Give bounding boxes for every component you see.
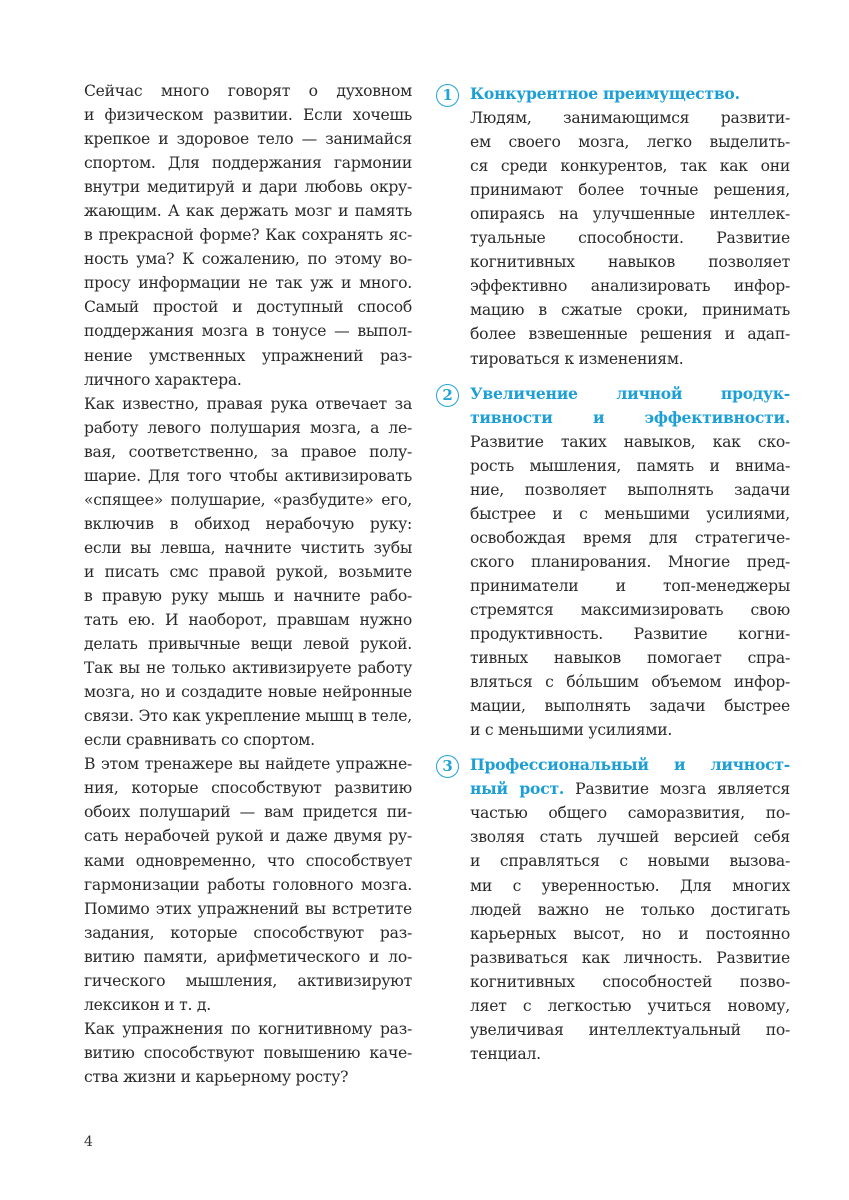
text-line: ность ума? К сожалению, по этому во- (84, 250, 412, 269)
text-line: вая, соответственно, за правое полу- (84, 442, 412, 461)
section-text: ми с уверенностью. Для многих (470, 876, 790, 895)
text-line (470, 646, 790, 670)
section-text: туальные способности. Развитие (470, 229, 790, 248)
page-number: 4 (84, 1134, 93, 1150)
section-text: освобождая время для стратегиче- (470, 528, 790, 547)
section-text: стремятся максимизировать свою (470, 600, 790, 619)
text-line (470, 1018, 790, 1042)
section-text: эффективно анализировать инфор- (470, 277, 790, 296)
text-line (470, 849, 790, 873)
text-line: в правую руку мышь и начните рабо- (84, 586, 412, 605)
section-text: людей важно не только достигать (470, 900, 790, 919)
section-text: опираясь на улучшенные интеллек- (470, 205, 790, 224)
section-text: принимают более точные решения, (470, 181, 790, 200)
text-line: в прекрасной форме? Как сохранять яс- (84, 226, 412, 245)
section-text: тироваться к изменениям. (470, 349, 684, 368)
text-line (470, 825, 790, 849)
text-line (470, 994, 790, 1018)
text-line (470, 502, 790, 526)
text-line (470, 406, 790, 430)
section-text: частью общего саморазвития, по- (470, 804, 790, 823)
text-line (470, 322, 790, 346)
section-text: ем своего мозга, легко выделить- (470, 133, 790, 152)
section-text: зволяя стать лучшей версией себя (470, 828, 790, 847)
text-line (470, 106, 790, 130)
section-text: ского планирования. Многие пред- (470, 552, 790, 571)
text-line (470, 550, 790, 574)
text-line (470, 382, 790, 406)
text-line (470, 801, 790, 825)
text-line (470, 922, 790, 946)
text-line: витию способствуют повышению каче- (84, 1043, 412, 1062)
section-text: Развитие мозга является (564, 780, 790, 799)
text-line (470, 130, 790, 154)
paragraph (84, 1017, 412, 1089)
section-text: мации, выполнять задачи быстрее (470, 697, 790, 716)
text-line: Помимо этих упражнений вы встретите (84, 899, 412, 918)
text-line: «спящее» полушарие, «разбудите» его, (84, 490, 412, 509)
text-line: Как известно, правая рука отвечает за (84, 394, 412, 413)
section-text: и с меньшими усилиями. (470, 721, 673, 740)
text-line: просу информации не так уж и много. (84, 274, 412, 293)
text-line: шарие. Для того чтобы активизировать (84, 466, 412, 485)
text-line: и писать смс правой рукой, возьмите (84, 562, 412, 581)
text-line (470, 226, 790, 250)
text-line: тать ею. И наоборот, правшам нужно (84, 611, 412, 630)
text-line (470, 574, 790, 598)
section-heading: Увеличение личной продук- (470, 383, 790, 403)
text-line (470, 622, 790, 646)
text-line: витию памяти, арифметического и ло- (84, 947, 412, 966)
section-text: и справляться с новыми вызова- (470, 852, 790, 871)
section-heading: ный рост. (470, 779, 565, 799)
section-text: ляет с легкостью учиться новому, (470, 996, 790, 1015)
text-line (470, 670, 790, 694)
section-text: Людям, занимающимся развити- (470, 109, 790, 128)
text-line (470, 777, 790, 801)
text-line (470, 874, 790, 898)
text-line (470, 753, 790, 777)
numbered-section (442, 382, 790, 743)
text-line: крепкое и здоровое тело — занимайся (84, 130, 412, 149)
text-line (470, 154, 790, 178)
text-line: сать нерабочей рукой и даже двумя ру- (84, 827, 412, 846)
section-text: увеличивая интеллектуальный по- (470, 1020, 790, 1039)
text-line (470, 946, 790, 970)
text-line: Сейчас много говорят о духовном (84, 82, 412, 100)
text-line: если вы левша, начните чистить зубы (84, 538, 412, 557)
section-text: карьерных высот, но и постоянно (470, 924, 790, 943)
text-line: ства жизни и карьерному росту? (84, 1067, 349, 1086)
section-text: тенциал. (470, 1044, 541, 1063)
numbered-section (442, 82, 790, 371)
text-line: внутри медитируй и дари любовь окру- (84, 178, 412, 197)
section-text: когнитивных способностей позво- (470, 972, 790, 991)
text-line (470, 1042, 790, 1066)
section-text: продуктивность. Развитие когни- (470, 625, 790, 644)
text-line (470, 298, 790, 322)
text-line (470, 454, 790, 478)
text-line: поддержания мозга в тонусе — выпол- (84, 322, 412, 341)
text-line: гармонизации работы головного мозга. (84, 875, 412, 894)
section-text: развиваться как личность. Развитие (470, 948, 790, 967)
section-text: более взвешенные решения и адап- (470, 325, 790, 344)
text-line: включив в обиход нерабочую руку: (84, 514, 412, 533)
paragraph (84, 392, 412, 753)
text-line: обоих полушарий — вам придется пи- (84, 803, 412, 822)
text-line: работу левого полушария мозга, а ле- (84, 418, 412, 437)
text-line (470, 718, 790, 742)
text-line (470, 274, 790, 298)
text-line: спортом. Для поддержания гармонии (84, 154, 412, 173)
section-text: быстрее и с меньшими усилиями, (470, 504, 790, 523)
text-line (470, 178, 790, 202)
section-heading: Профессиональный и личност- (470, 755, 790, 775)
text-line: жающим. А как держать мозг и память (84, 202, 412, 221)
section-text: ся среди конкурентов, так как они (470, 157, 790, 176)
text-line: личного характера. (84, 370, 242, 389)
text-line (470, 526, 790, 550)
text-line (470, 898, 790, 922)
text-line: ния, которые способствуют развитию (84, 779, 412, 798)
text-line (470, 347, 790, 371)
section-text: Развитие таких навыков, как ско- (470, 432, 790, 451)
text-line: нение умственных упражнений раз- (84, 346, 412, 365)
section-number-badge: 1 (436, 84, 459, 107)
text-line: ками одновременно, что способствует (84, 851, 412, 870)
section-text: ние, позволяет выполнять задачи (470, 480, 790, 499)
section-text: когнитивных навыков позволяет (470, 253, 790, 272)
numbered-section (442, 753, 790, 1066)
left-column (84, 79, 412, 1089)
section-heading: Конкурентное преимущество. (470, 84, 740, 103)
text-line: делать привычные вещи левой рукой. (84, 635, 412, 654)
text-line: связи. Это как укрепление мышц в теле, (84, 707, 412, 726)
section-text: рость мышления, память и внима- (470, 456, 790, 475)
text-line (470, 970, 790, 994)
text-line (470, 478, 790, 502)
section-text: тивных навыков помогает спра- (470, 649, 790, 668)
text-line: Как упражнения по когнитивному раз- (84, 1019, 412, 1038)
text-line: гического мышления, активизируют (84, 971, 412, 990)
text-line (470, 250, 790, 274)
text-line: если сравнивать со спортом. (84, 731, 315, 750)
text-line: лексикон и т. д. (84, 995, 211, 1014)
paragraph (84, 752, 412, 1017)
text-line: Самый простой и доступный способ (84, 298, 412, 317)
section-number-badge: 2 (436, 384, 459, 407)
text-line (470, 694, 790, 718)
text-line (470, 82, 790, 106)
text-line: мозга, но и создадите новые нейронные (84, 683, 412, 702)
section-text: мацию в сжатые сроки, принимать (470, 301, 790, 320)
section-text: приниматели и топ-менеджеры (470, 576, 790, 595)
text-line: и физическом развитии. Если хочешь (84, 106, 412, 125)
section-heading: тивности и эффективности. (470, 407, 790, 427)
paragraph (84, 79, 412, 392)
text-line (470, 598, 790, 622)
section-number-badge: 3 (436, 755, 459, 778)
text-line: задания, которые способствуют раз- (84, 923, 412, 942)
text-line (470, 202, 790, 226)
text-line: Так вы не только активизируете работу (84, 659, 412, 678)
text-line (470, 430, 790, 454)
right-column (442, 82, 790, 1077)
text-line: В этом тренажере вы найдете упражне- (84, 755, 412, 774)
section-text: вляться с бóльшим объемом инфор- (470, 673, 790, 692)
